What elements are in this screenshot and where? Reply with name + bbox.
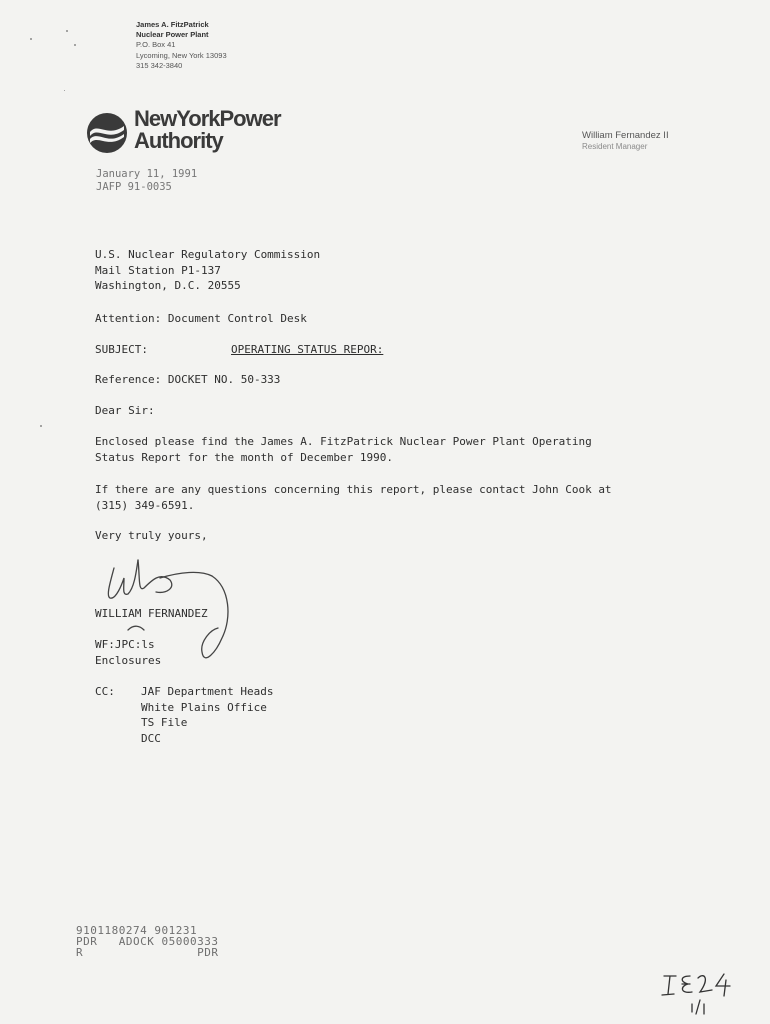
recipient-line: Washington, D.C. 20555 — [95, 279, 241, 292]
recipient-line: Mail Station P1-137 — [95, 263, 221, 277]
address-line: P.O. Box 41 — [136, 40, 176, 50]
cc-item: TS File — [141, 716, 188, 729]
reference-line: Reference: DOCKET NO. 50-333 — [95, 373, 281, 386]
nypa-logo — [86, 108, 286, 158]
scan-speck — [30, 38, 32, 40]
cc-block — [95, 684, 395, 754]
scan-speck — [66, 30, 68, 32]
filing-stamp — [76, 925, 218, 958]
typist-initials: WF:JPC:ls — [95, 638, 155, 651]
recipient-line: U.S. Nuclear Regulatory Commission — [95, 248, 321, 261]
scan-speck — [40, 425, 42, 427]
scan-speck — [74, 44, 76, 46]
address-line: Lycoming, New York 13093 — [136, 50, 227, 60]
manager-title: Resident Manager — [582, 142, 648, 151]
cc-label: CC: — [95, 685, 115, 698]
letter-code: JAFP 91-0035 — [96, 181, 172, 193]
paragraph-line: Enclosed please find the James A. FitzPatrick Nuclear Power Plant Operating — [95, 435, 592, 448]
handwritten-note — [660, 968, 740, 1016]
cc-item: JAF Department Heads — [141, 685, 274, 698]
paragraph-enclosed — [95, 434, 592, 465]
enclosures-label: Enclosures — [95, 654, 162, 667]
stamp-line: R PDR — [76, 946, 219, 959]
closing: Very truly yours, — [95, 529, 208, 542]
letterhead-address — [136, 20, 227, 71]
address-line: James A. FitzPatrick — [136, 20, 209, 29]
cc-item: DCC — [141, 731, 161, 745]
stamp-line: PDR ADOCK 05000333 — [76, 935, 219, 948]
address-line: Nuclear Power Plant — [136, 30, 209, 40]
subject-label: SUBJECT: — [95, 343, 148, 356]
letterhead-manager — [582, 130, 669, 152]
letter-date: January 11, 1991 — [96, 168, 198, 180]
paragraph-line: Status Report for the month of December 1990. — [95, 450, 394, 464]
logo-line: NewYorkPower — [134, 106, 281, 131]
subject-value: OPERATING STATUS REPOR: — [231, 343, 384, 356]
address-line: 315 342-3840 — [136, 60, 183, 70]
nypa-logo-icon — [86, 112, 128, 154]
salutation: Dear Sir: — [95, 404, 155, 417]
manager-name: William Fernandez II — [582, 130, 669, 141]
cc-item: White Plains Office — [141, 700, 267, 714]
recipient-block — [95, 247, 320, 294]
paragraph-line: If there are any questions concerning this report, please contact John Cook at — [95, 483, 612, 496]
attention-line: Attention: Document Control Desk — [95, 312, 307, 325]
date-block — [96, 168, 197, 194]
signer-name: WILLIAM FERNANDEZ — [95, 607, 208, 620]
paragraph-contact — [95, 482, 612, 513]
subject-line — [95, 342, 495, 358]
scan-speck — [64, 90, 65, 91]
stamp-line: 9101180274 901231 — [76, 924, 198, 937]
paragraph-line: (315) 349-6591. — [95, 498, 195, 512]
logo-line: Authority — [134, 128, 223, 153]
logo-wordmark — [134, 108, 281, 152]
